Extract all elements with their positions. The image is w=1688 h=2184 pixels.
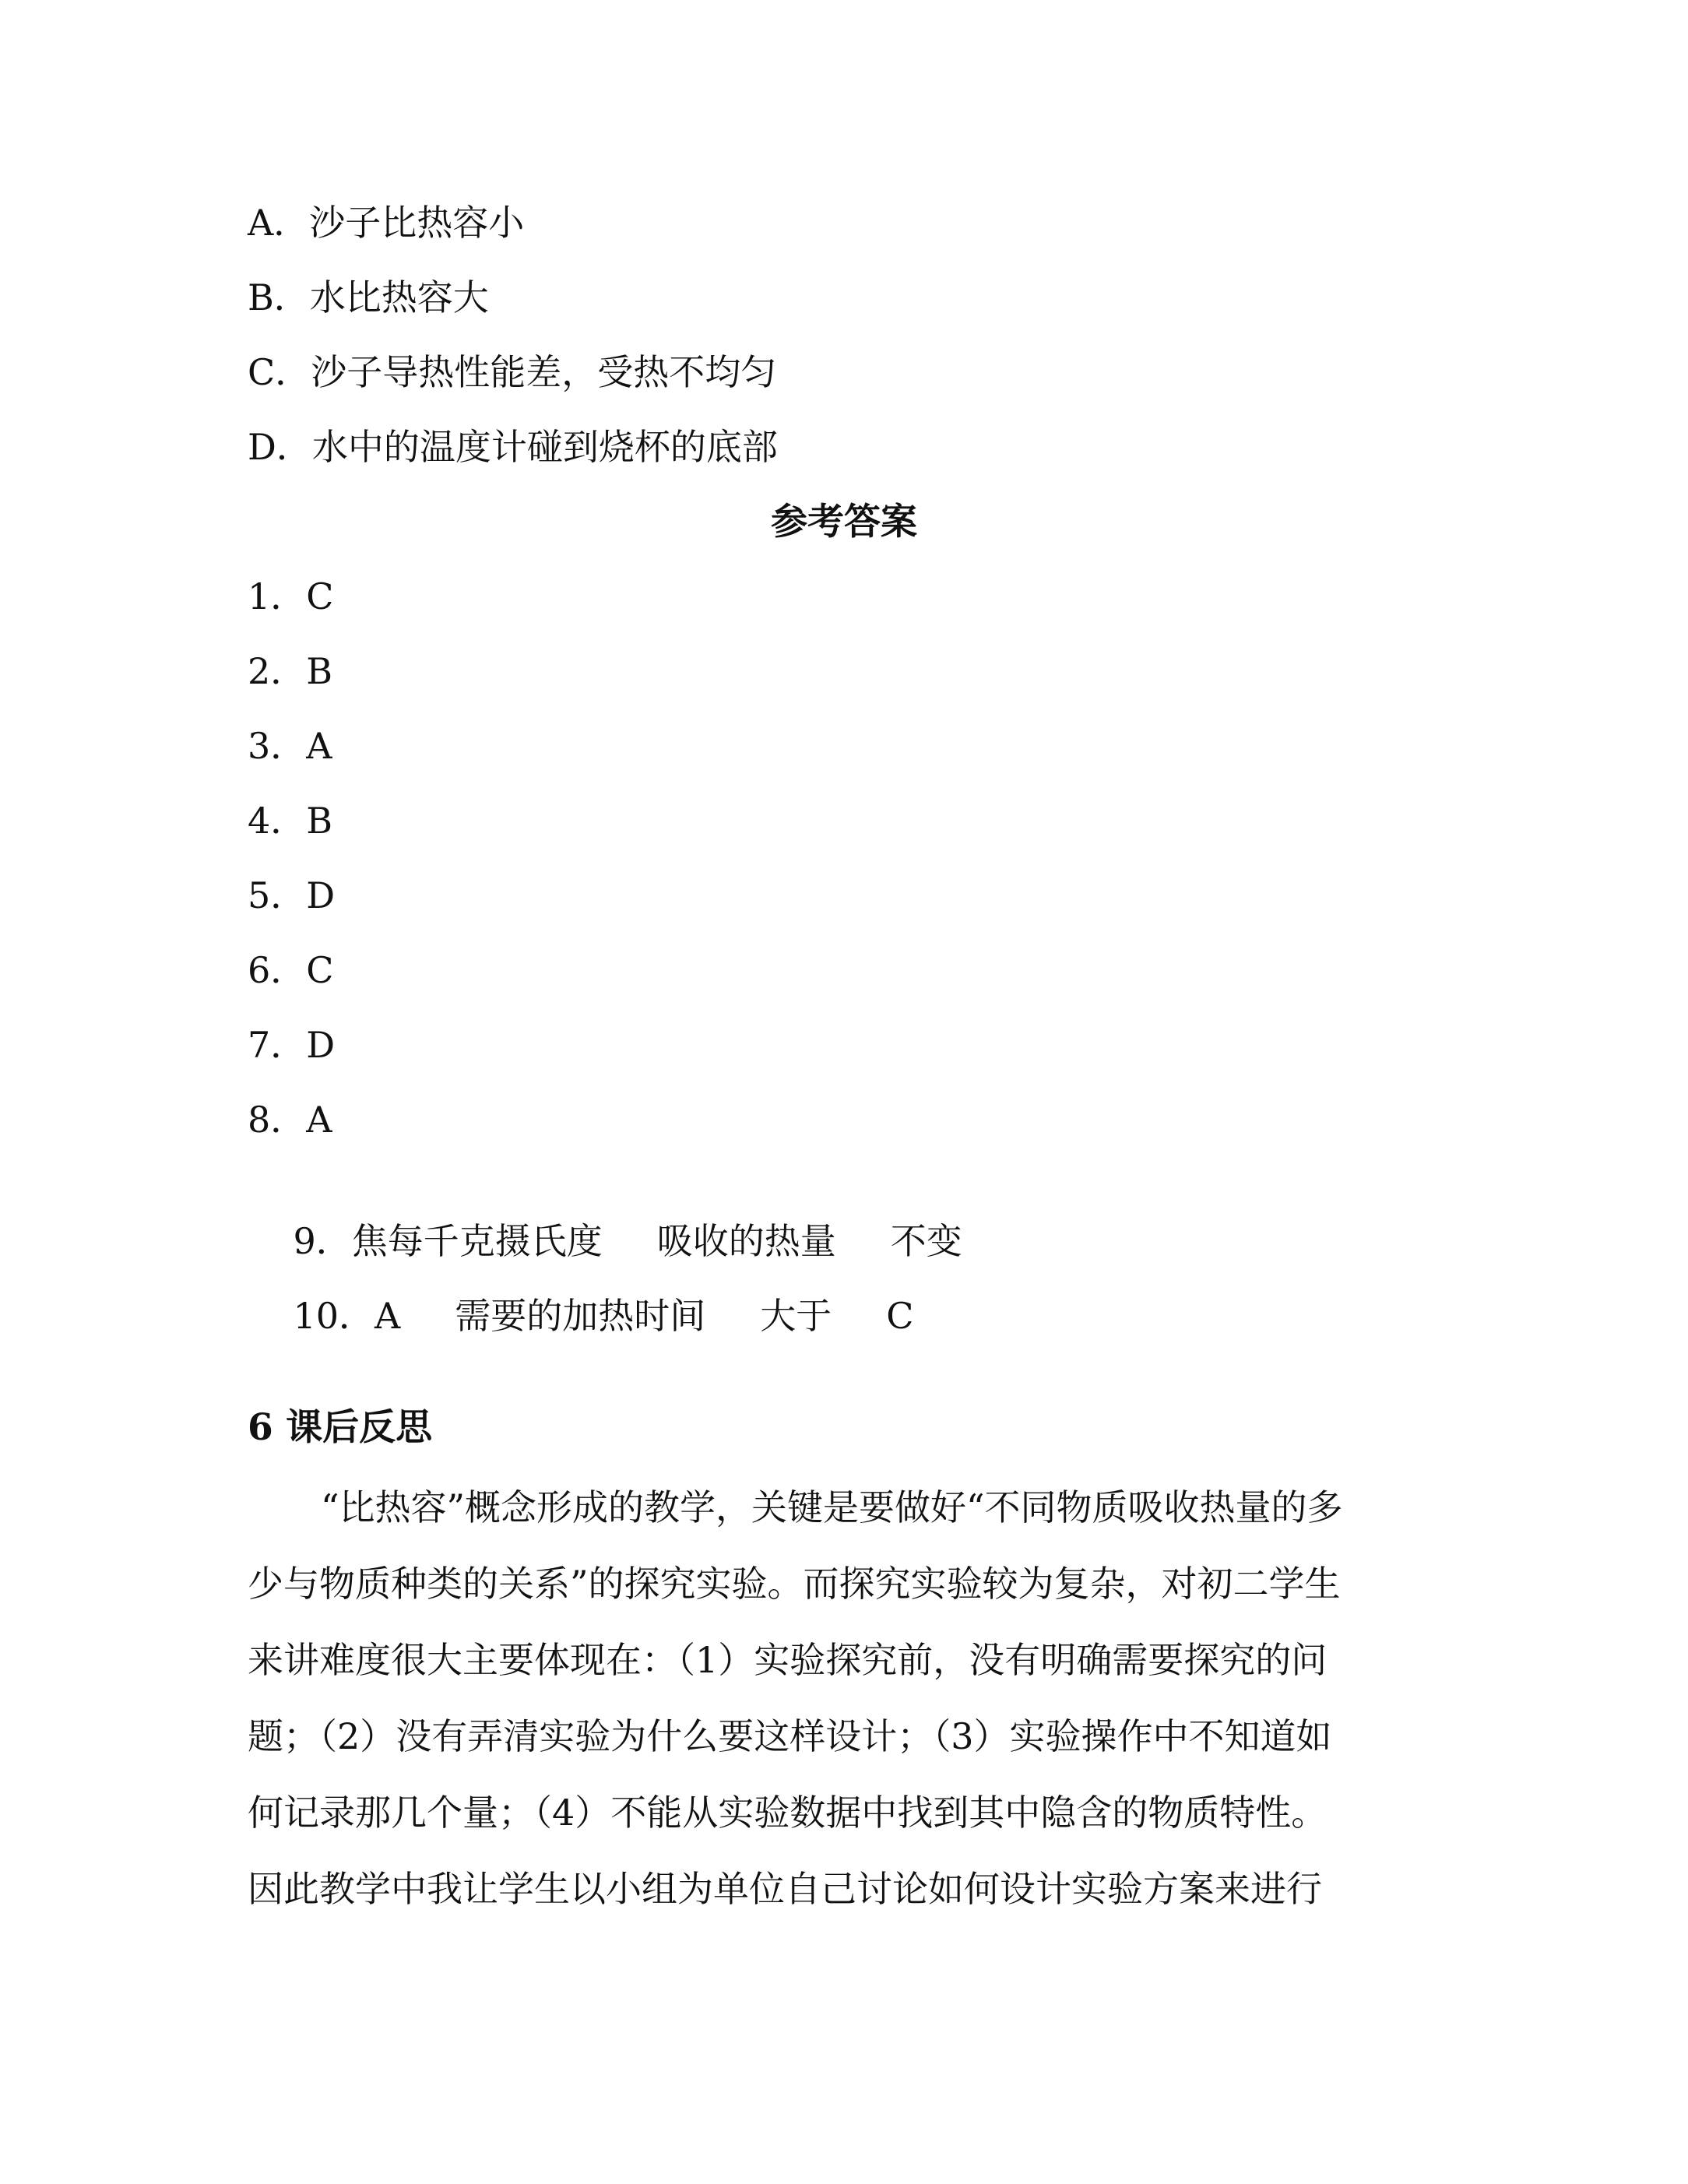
answer-10-part1: 10．A: [293, 1295, 401, 1337]
answer-5: 5．D: [248, 874, 336, 916]
reflection-line-5: 何记录那几个量；（4）不能从实验数据中找到其中隐含的物质特性。: [248, 1792, 1328, 1834]
answer-3: 3．A: [248, 725, 332, 767]
answer-10: [248, 1246, 913, 1386]
reflection-line-2: 少与物质种类的关系”的探究实验。而探究实验较为复杂，对初二学生: [248, 1563, 1341, 1605]
section-heading: 6 课后反思: [248, 1406, 433, 1449]
option-c: C．沙子导热性能差，受热不均匀: [248, 351, 777, 393]
option-d: D．水中的温度计碰到烧杯的底部: [248, 426, 778, 468]
answers-title: 参考答案: [771, 501, 917, 543]
reflection-line-3: 来讲难度很大主要体现在：（1）实验探究前，没有明确需要探究的问: [248, 1639, 1328, 1681]
answer-1: 1．C: [248, 575, 334, 617]
reflection-line-6: 因此教学中我让学生以小组为单位自己讨论如何设计实验方案来进行: [248, 1868, 1322, 1910]
answer-9-part2: 吸收的热量: [656, 1220, 836, 1262]
answer-9-part3: 不变: [890, 1220, 962, 1262]
option-a: A．沙子比热容小: [248, 202, 525, 244]
answer-8: 8．A: [248, 1099, 332, 1141]
answer-10-part2: 需要的加热时间: [455, 1295, 706, 1337]
answer-4: 4．B: [248, 800, 333, 842]
reflection-line-4: 题；（2）没有弄清实验为什么要这样设计；（3）实验操作中不知道如: [248, 1715, 1332, 1757]
answer-6: 6．C: [248, 949, 334, 991]
answer-9-part1: 9．焦每千克摄氏度: [293, 1220, 603, 1262]
reflection-line-1: “比热容”概念形成的教学，关键是要做好“不同物质吸收热量的多: [321, 1486, 1343, 1528]
option-b: B．水比热容大: [248, 276, 489, 318]
answer-2: 2．B: [248, 650, 333, 692]
answer-10-part3: 大于: [760, 1295, 832, 1337]
answer-7: 7．D: [248, 1024, 336, 1066]
answer-10-part4: C: [886, 1295, 914, 1337]
